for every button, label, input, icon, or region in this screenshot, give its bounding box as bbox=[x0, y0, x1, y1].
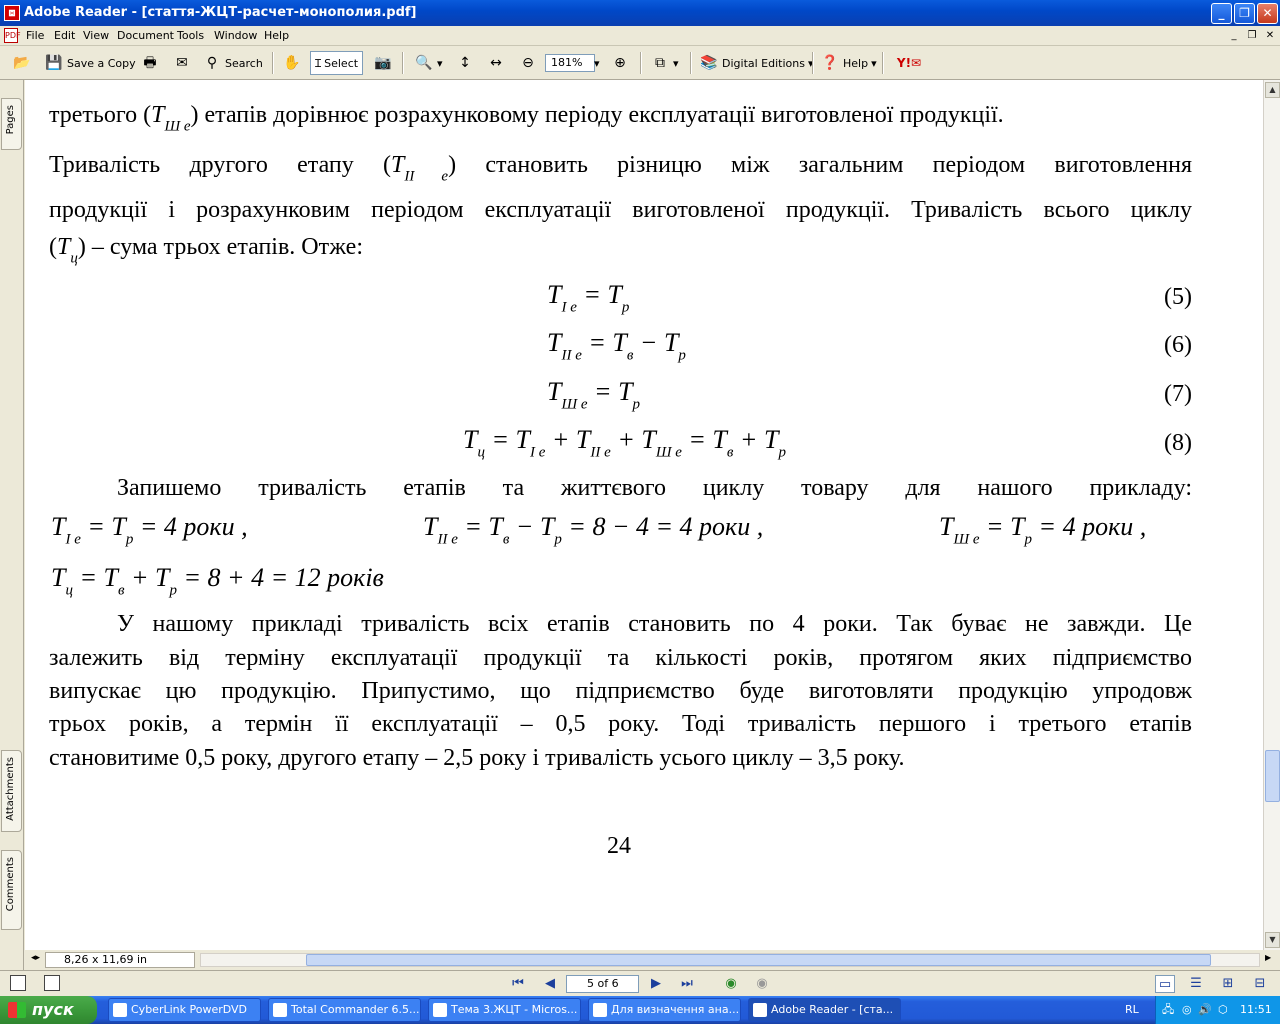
zoom-input[interactable]: 181% bbox=[545, 54, 595, 72]
example-equation-2: $T_{ІІ е} = T_в - T_р = 8 - 4 = 4$ роки , bbox=[423, 512, 764, 548]
pdf-icon: ⧈ bbox=[4, 5, 20, 21]
scroll-up-icon[interactable]: ▲ bbox=[1265, 82, 1280, 98]
panel-toggle-icon[interactable] bbox=[10, 975, 26, 991]
language-indicator[interactable]: RL bbox=[1125, 1003, 1139, 1016]
doc-close-icon[interactable]: ✕ bbox=[1265, 30, 1275, 41]
page-number-input[interactable]: 5 of 6 bbox=[566, 975, 639, 993]
minimize-button[interactable]: _ bbox=[1211, 3, 1232, 24]
app-icon bbox=[113, 1003, 127, 1017]
equation-5: $T_{І е} = T_р$ bbox=[547, 280, 630, 316]
task-powerdvd[interactable]: CyberLink PowerDVD bbox=[108, 998, 261, 1022]
fit-width-icon[interactable]: ↔ bbox=[490, 55, 502, 71]
single-page-icon[interactable]: ▭ bbox=[1155, 975, 1175, 993]
scroll-down-icon[interactable]: ▼ bbox=[1265, 932, 1280, 948]
title-bar bbox=[0, 0, 1280, 26]
menu-document[interactable]: Document bbox=[117, 29, 174, 42]
start-label: пуск bbox=[32, 1000, 74, 1019]
tab-comments[interactable] bbox=[1, 850, 22, 930]
tab-pages-label: Pages bbox=[5, 105, 16, 135]
update-icon[interactable]: ◎ bbox=[1182, 1003, 1192, 1016]
print-icon[interactable]: 🖶 bbox=[143, 55, 157, 71]
windows-flag-icon bbox=[8, 1002, 26, 1018]
equation-number: (8) bbox=[1164, 430, 1192, 456]
app-icon bbox=[593, 1003, 607, 1017]
equation-number: (6) bbox=[1164, 332, 1192, 358]
maximize-button[interactable]: ❐ bbox=[1234, 3, 1255, 24]
text-line: випускає цю продукцію. Припустимо, що підприємство буде виготовляти продукцію упродовж bbox=[49, 678, 1192, 704]
save-copy-label: Save a Copy bbox=[67, 56, 136, 70]
continuous-icon[interactable]: ☰ bbox=[1190, 976, 1202, 991]
digital-editions-button[interactable] bbox=[699, 51, 814, 75]
email-icon[interactable]: ✉ bbox=[176, 55, 188, 71]
cursor-icon: Ɪ bbox=[315, 56, 322, 70]
last-page-icon[interactable]: ⏭ bbox=[681, 976, 693, 991]
task-adobe-reader[interactable]: Adobe Reader - [ста... bbox=[748, 998, 901, 1022]
document-page bbox=[25, 80, 1263, 950]
digital-editions-icon: 📚 bbox=[700, 55, 718, 71]
text-line: становитиме 0,5 року, другого етапу – 2,5 року і тривалість усього циклу – 3,5 року. bbox=[49, 745, 905, 771]
text-line: $(T_ц)$ – сума трьох етапів. Отже: bbox=[49, 234, 363, 267]
status-bar bbox=[25, 950, 1280, 970]
horizontal-scrollbar[interactable] bbox=[200, 953, 1260, 967]
select-tool-button[interactable] bbox=[310, 51, 363, 75]
scroll-thumb[interactable] bbox=[306, 954, 1211, 966]
search-label: Search bbox=[225, 56, 263, 70]
app-icon bbox=[753, 1003, 767, 1017]
task-total-commander[interactable]: Total Commander 6.5... bbox=[268, 998, 421, 1022]
document-icon[interactable]: PDF bbox=[4, 28, 18, 43]
help-icon: ❓ bbox=[821, 55, 839, 71]
chevron-down-icon: ▾ bbox=[807, 56, 814, 70]
equation-7: $T_{Ш е} = T_р$ bbox=[547, 377, 641, 413]
next-page-icon[interactable]: ▶ bbox=[651, 976, 661, 991]
text-line: У нашому прикладі тривалість всіх етапів становить по 4 роки. Так буває не завжди. Це bbox=[117, 611, 1192, 637]
example-equation-3: $T_{Ш е} = T_р = 4$ роки , bbox=[939, 512, 1147, 548]
example-equation-1: $T_{І е} = T_р = 4$ роки , bbox=[51, 512, 248, 548]
zoom-in-icon[interactable]: ⊕ bbox=[614, 55, 626, 71]
equation-6: $T_{ІІ е} = T_в - T_р$ bbox=[547, 328, 686, 364]
text-line: залежить від терміну експлуатації продукції та кількості років, протягом яких підприємство bbox=[49, 645, 1192, 671]
close-button[interactable]: ✕ bbox=[1257, 3, 1278, 24]
tab-attachments[interactable] bbox=[1, 750, 22, 832]
first-page-icon[interactable]: ⏮ bbox=[512, 976, 524, 991]
text-line: третього $(T_{Ш е})$ етапів дорівнює розрахунковому періоду експлуатації виготовленої продукції. bbox=[49, 102, 1004, 135]
hand-tool-icon[interactable]: ✋ bbox=[283, 55, 301, 71]
task-word-doc[interactable]: Тема 3.ЖЦТ - Micros... bbox=[428, 998, 581, 1022]
continuous-facing-icon[interactable]: ⊟ bbox=[1254, 976, 1266, 991]
fit-page-icon[interactable]: ↕ bbox=[459, 55, 471, 71]
yahoo-icon[interactable]: Y!✉ bbox=[896, 56, 922, 70]
app-icon bbox=[433, 1003, 447, 1017]
zoom-dropdown-icon[interactable]: ▾ bbox=[594, 56, 600, 70]
menu-file[interactable]: File bbox=[26, 29, 45, 42]
page-number: 24 bbox=[607, 833, 631, 859]
network-icon[interactable]: 🖧 bbox=[1162, 1003, 1175, 1016]
rotate-view-icon[interactable]: ⧉ bbox=[655, 55, 665, 71]
text-line: Запишемо тривалість етапів та життєвого циклу товару для нашого прикладу: bbox=[117, 475, 1192, 501]
text-line: Тривалість другого етапу $(T_{ІІ е})$ становить різницю між загальним періодом виготовлення bbox=[49, 152, 1193, 185]
volume-icon[interactable]: 🔊 bbox=[1198, 1003, 1212, 1016]
tab-attachments-label: Attachments bbox=[5, 757, 16, 821]
chevron-down-icon[interactable]: ▾ bbox=[437, 56, 443, 70]
help-label: Help bbox=[843, 56, 869, 70]
window-title: Adobe Reader - [стаття-ЖЦТ-расчет-монополия.pdf] bbox=[24, 5, 417, 20]
open-folder-icon[interactable]: 📂 bbox=[13, 55, 31, 71]
security-icon[interactable]: ⬡ bbox=[1218, 1003, 1228, 1016]
toolbar bbox=[0, 46, 1280, 80]
menu-tools[interactable]: Tools bbox=[177, 29, 205, 42]
zoom-out-icon[interactable]: ⊖ bbox=[522, 55, 534, 71]
zoom-in-tool-icon[interactable]: 🔍 bbox=[415, 55, 433, 71]
chevron-down-icon[interactable]: ▾ bbox=[673, 56, 679, 70]
help-button[interactable] bbox=[820, 51, 877, 75]
go-forward-icon[interactable]: ◉ bbox=[756, 976, 768, 991]
snapshot-icon[interactable]: 📷 bbox=[374, 55, 392, 71]
vertical-scrollbar[interactable] bbox=[1263, 80, 1280, 950]
page-size-display: 8,26 x 11,69 in bbox=[45, 952, 195, 968]
equation-number: (7) bbox=[1164, 381, 1192, 407]
previous-page-icon[interactable]: ◀ bbox=[545, 976, 555, 991]
app-icon bbox=[273, 1003, 287, 1017]
digital-editions-label: Digital Editions bbox=[722, 56, 805, 70]
binoculars-icon: ⚲ bbox=[206, 55, 218, 71]
page-icon[interactable] bbox=[44, 975, 60, 991]
start-button[interactable] bbox=[0, 996, 97, 1024]
go-back-icon[interactable]: ◉ bbox=[725, 976, 737, 991]
search-button[interactable] bbox=[202, 51, 263, 75]
menu-edit[interactable]: Edit bbox=[54, 29, 76, 42]
text-line: трьох років, а термін її експлуатації – 0,5 року. Тоді тривалість першого і третього етапів bbox=[49, 711, 1192, 737]
system-tray bbox=[1155, 996, 1280, 1024]
facing-icon[interactable]: ⊞ bbox=[1222, 976, 1234, 991]
expand-icon[interactable]: ◂▸ bbox=[31, 953, 41, 963]
page-navigation-bar bbox=[0, 970, 1280, 996]
tab-pages[interactable] bbox=[1, 98, 22, 150]
tab-comments-label: Comments bbox=[5, 857, 16, 912]
scroll-thumb[interactable] bbox=[1265, 750, 1280, 802]
select-label: Select bbox=[324, 56, 359, 70]
text-line: продукції і розрахунковим періодом експлуатації виготовленої продукції. Тривалість всього циклу bbox=[49, 197, 1192, 223]
scroll-right-icon[interactable]: ▶ bbox=[1265, 953, 1272, 962]
save-copy-button[interactable] bbox=[44, 51, 136, 75]
doc-minimize-icon[interactable]: _ bbox=[1231, 30, 1237, 41]
menu-view[interactable]: View bbox=[83, 29, 110, 42]
equation-number: (5) bbox=[1164, 284, 1192, 310]
clock[interactable]: 11:51 bbox=[1240, 1003, 1272, 1016]
navigation-panel bbox=[0, 80, 24, 970]
task-word-doc-2[interactable]: Для визначення ана... bbox=[588, 998, 741, 1022]
example-equation-4: $T_ц = T_в + T_р = 8 + 4 = 12$ років bbox=[51, 563, 384, 599]
doc-restore-icon[interactable]: ❐ bbox=[1247, 30, 1257, 41]
menu-bar bbox=[0, 26, 1280, 46]
menu-window[interactable]: Window bbox=[214, 29, 258, 42]
taskbar bbox=[0, 996, 1280, 1024]
menu-help[interactable]: Help bbox=[264, 29, 290, 42]
chevron-down-icon: ▾ bbox=[871, 56, 877, 70]
save-icon: 💾 bbox=[45, 55, 63, 71]
equation-8: $T_ц = T_{І е} + T_{ІІ е} + T_{Ш е} = T_в + T_р$ bbox=[463, 425, 786, 461]
